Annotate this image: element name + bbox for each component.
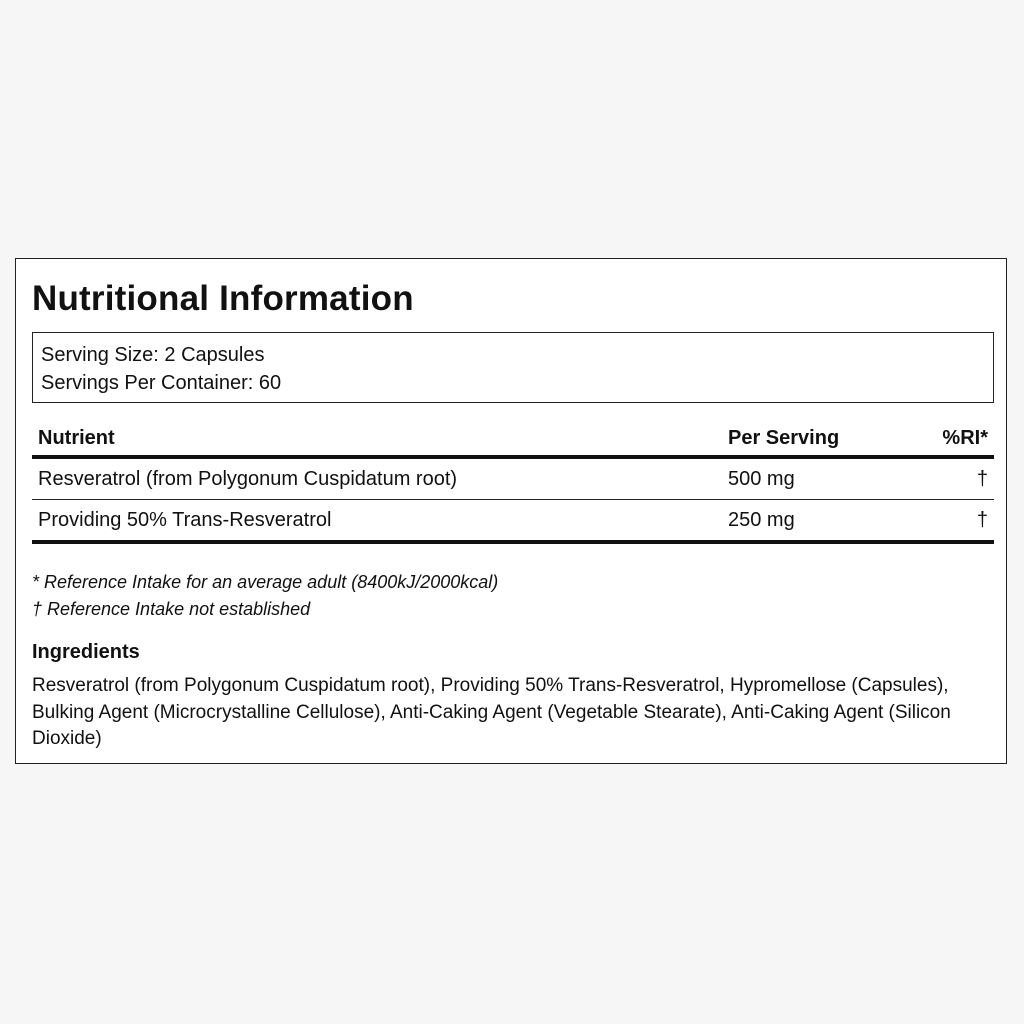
serving-info-box — [32, 332, 994, 403]
cell-per-serving: 500 mg — [722, 457, 924, 500]
nutrient-table — [32, 421, 994, 544]
header-per-serving: Per Serving — [722, 421, 924, 457]
cell-ri: † — [924, 500, 994, 543]
ingredients-text: Resveratrol (from Polygonum Cuspidatum root), Providing 50% Trans-Resveratrol, Hypromellose (Capsules), Bulking Agent (Microcrystalline Cellulose), Anti-Caking Agent (Vegetable Stearate), Anti-Caking Agent (Silicon Dioxide) — [32, 675, 951, 749]
footnote-reference-intake: * Reference Intake for an average adult (8400kJ/2000kcal) — [32, 572, 499, 592]
label-title: Nutritional Information — [32, 279, 414, 318]
cell-ri: † — [924, 457, 994, 500]
cell-nutrient: Resveratrol (from Polygonum Cuspidatum root) — [32, 457, 722, 500]
serving-size: Serving Size: 2 Capsules — [41, 344, 265, 366]
ingredients-heading: Ingredients — [32, 641, 140, 663]
table-row — [32, 457, 994, 500]
footnote-not-established: † Reference Intake not established — [32, 599, 311, 619]
table-row — [32, 500, 994, 543]
cell-per-serving: 250 mg — [722, 500, 924, 543]
header-nutrient: Nutrient — [32, 421, 722, 457]
nutrition-label-panel — [15, 258, 1007, 764]
cell-nutrient: Providing 50% Trans-Resveratrol — [32, 500, 722, 543]
servings-per-container: Servings Per Container: 60 — [41, 372, 282, 394]
table-header-row — [32, 421, 994, 457]
footnotes — [32, 569, 498, 623]
header-ri: %RI* — [924, 421, 994, 457]
